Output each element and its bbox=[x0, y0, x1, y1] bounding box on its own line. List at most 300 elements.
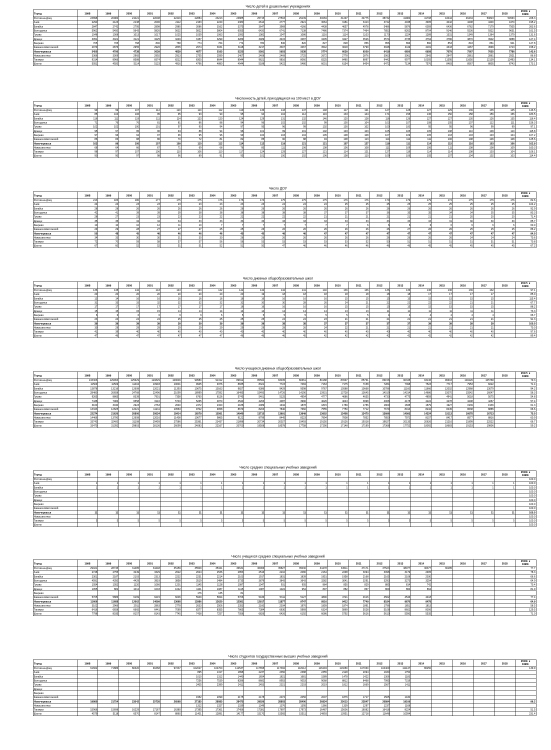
table-cell: 3843 bbox=[279, 579, 286, 583]
table-cell: 6570 bbox=[133, 712, 139, 716]
row-label-city: Волгодонск bbox=[33, 490, 48, 494]
table-cell: 19860 bbox=[90, 700, 98, 704]
table-cell: 100.0 bbox=[529, 523, 536, 527]
table-cell: 2536 bbox=[216, 571, 223, 575]
table-cell: 17 bbox=[490, 293, 494, 297]
table-cell: 7555 bbox=[321, 408, 327, 412]
table-cell: 120829 bbox=[151, 379, 160, 383]
table-cell: 108 bbox=[364, 146, 369, 150]
table-row bbox=[34, 212, 536, 215]
table-cell: 38 bbox=[261, 211, 265, 215]
row-label-city: Новошахтинск bbox=[33, 604, 51, 608]
table-cell: 5125 bbox=[279, 395, 286, 399]
row-label-city: Батайск bbox=[33, 117, 44, 121]
column-header-year: 2017 bbox=[480, 662, 487, 666]
table-cell: 1 bbox=[304, 482, 306, 486]
table-cell: 21 bbox=[428, 326, 432, 330]
column-header-year: 2013 bbox=[397, 194, 404, 198]
table-cell: 109 bbox=[406, 146, 411, 150]
table-cell: 66.6 bbox=[530, 408, 536, 412]
table-cell: 158.2 bbox=[529, 46, 536, 50]
table-cell: 116 bbox=[322, 113, 327, 117]
table-cell: 7158 bbox=[362, 383, 369, 387]
table-cell: 86 bbox=[157, 138, 160, 142]
table-cell: 67 bbox=[157, 146, 160, 150]
column-header-year: 2016 bbox=[460, 12, 466, 16]
table-cell: 38 bbox=[240, 211, 244, 215]
table-cell: 780 bbox=[260, 41, 265, 45]
table-cell: 4 bbox=[387, 313, 390, 317]
table-cell: 28 bbox=[94, 207, 98, 211]
table-cell: 9598 bbox=[300, 387, 306, 391]
table-cell: 37 bbox=[386, 322, 390, 326]
table-cell: 15 bbox=[386, 297, 390, 301]
table-cell: 20034 bbox=[152, 412, 160, 416]
table-cell: 12021 bbox=[132, 408, 139, 412]
table-cell: 135 bbox=[489, 109, 494, 113]
table-cell: 3098 bbox=[383, 571, 390, 575]
table-cell: 22 bbox=[428, 301, 432, 305]
table-cell: 15 bbox=[407, 297, 411, 301]
table-cell: 17 bbox=[219, 305, 223, 309]
column-header-year: 2005 bbox=[230, 104, 237, 108]
table-cell: 15 bbox=[490, 305, 494, 309]
table-cell: 14 bbox=[240, 309, 244, 313]
table-cell: 1 bbox=[158, 482, 160, 486]
table-cell: 17592 bbox=[215, 391, 223, 395]
table-cell: 89 bbox=[198, 154, 202, 158]
table-row bbox=[34, 671, 411, 674]
table-cell: 1331 bbox=[446, 33, 452, 37]
table-cell: 18 bbox=[323, 293, 327, 297]
column-header-year: 2005 bbox=[230, 12, 237, 16]
table-cell: 51 bbox=[470, 240, 473, 244]
table-cell: 6039 bbox=[342, 50, 348, 54]
table-cell: 4267 bbox=[488, 399, 494, 403]
table-cell: 2453 bbox=[258, 683, 265, 687]
table-cell: 5 bbox=[283, 313, 286, 317]
table-cell: 11 bbox=[94, 511, 98, 515]
table-cell: 100.0 bbox=[529, 511, 536, 515]
table-cell: 11404 bbox=[132, 383, 139, 387]
table-cell: 15565 bbox=[278, 712, 286, 716]
table-cell: 3021 bbox=[112, 37, 119, 41]
table-cell: 26 bbox=[261, 236, 265, 240]
table-cell: 11 bbox=[407, 309, 411, 313]
table-cell: 2516 bbox=[258, 571, 265, 575]
table-cell: 12062 bbox=[132, 600, 139, 604]
table-cell: 1063 bbox=[216, 33, 223, 37]
table-cell: 136 bbox=[93, 289, 98, 293]
table-cell: 905 bbox=[301, 583, 306, 587]
table-cell: 67.7 bbox=[530, 301, 536, 305]
table-cell: 39 bbox=[449, 322, 452, 326]
table-cell: 26658 bbox=[111, 391, 119, 395]
table-cell: 136 bbox=[385, 289, 390, 293]
table-cell: 2778 bbox=[342, 54, 348, 58]
table-cell: 2640 bbox=[175, 403, 181, 407]
table-cell: 142 bbox=[280, 289, 286, 293]
table-cell: 9702 bbox=[196, 408, 202, 412]
table-cell: 35 bbox=[428, 211, 432, 215]
table-cell: 1815 bbox=[321, 403, 327, 407]
column-header-year: 2018 bbox=[501, 662, 508, 666]
table-cell: 901 bbox=[510, 41, 515, 45]
table-cell: 26568 bbox=[173, 700, 181, 704]
table-cell: 39 bbox=[490, 322, 494, 326]
table-cell: 5643 bbox=[133, 29, 139, 33]
table-cell: 20135 bbox=[403, 420, 411, 424]
row-label-city: Новошахтинск bbox=[33, 54, 51, 58]
column-header-year: 2013 bbox=[397, 473, 404, 477]
table-cell: 3735 bbox=[237, 579, 244, 583]
table-cell: 21216 bbox=[444, 420, 452, 424]
table-cell: 1047 bbox=[258, 583, 265, 587]
table-cell: 9265 bbox=[91, 395, 98, 399]
table-cell: 21021 bbox=[132, 17, 139, 21]
column-header-year: 2017 bbox=[480, 374, 487, 378]
table-cell: 2835 bbox=[175, 46, 181, 50]
table-cell: 80661 bbox=[298, 379, 306, 383]
column-header-year: 2008 bbox=[293, 104, 299, 108]
table-cell: 5826 bbox=[154, 29, 160, 33]
table-cell: 36066 bbox=[257, 567, 265, 571]
table-cell: 7438 bbox=[91, 399, 98, 403]
table-cell: 15493 bbox=[257, 391, 265, 395]
table-cell: 110 bbox=[468, 129, 473, 133]
table-row bbox=[34, 42, 536, 45]
table-cell: 115.8 bbox=[529, 129, 536, 133]
table-cell: 40 bbox=[365, 330, 369, 334]
table-cell: 97 bbox=[177, 125, 181, 129]
table-cell: 35159 bbox=[173, 567, 181, 571]
table-cell: 47 bbox=[219, 334, 223, 338]
table-cell: 864 bbox=[426, 587, 432, 591]
table-cell: 34511 bbox=[340, 567, 348, 571]
table-cell: 1927 bbox=[446, 403, 452, 407]
table-cell: 17 bbox=[94, 305, 98, 309]
table-cell: 21 bbox=[407, 326, 411, 330]
table-cell: 102 bbox=[280, 121, 286, 125]
table-cell: 89812 bbox=[236, 379, 244, 383]
table-cell: 70 bbox=[115, 240, 119, 244]
table-cell: 26 bbox=[136, 207, 139, 211]
table-cell: 5953 bbox=[279, 50, 286, 54]
table-cell: 8799 bbox=[258, 416, 265, 420]
column-header-year: 2015 bbox=[439, 194, 446, 198]
table-cell: 15 bbox=[428, 297, 432, 301]
table-cell: 6 bbox=[137, 313, 139, 317]
table-cell: 5610 bbox=[383, 612, 390, 616]
table-cell: 867 bbox=[364, 587, 369, 591]
table-cell: 2007 bbox=[321, 696, 327, 700]
table-cell: 1 bbox=[429, 482, 432, 486]
table-cell: 8480 bbox=[342, 58, 348, 62]
table-cell: 26 bbox=[303, 326, 306, 330]
table-cell: 175 bbox=[301, 199, 306, 203]
table-cell: 1 bbox=[262, 482, 265, 486]
table-cell: 13780 bbox=[111, 416, 119, 420]
table-cell: 21 bbox=[386, 215, 390, 219]
column-header-city: Город bbox=[34, 104, 42, 108]
table-cell: 5962 bbox=[91, 29, 98, 33]
table-cell: 2633 bbox=[196, 604, 202, 608]
table-row bbox=[34, 326, 536, 329]
table-cell: 2763 bbox=[154, 403, 160, 407]
table-cell: 94 bbox=[219, 129, 223, 133]
table-row bbox=[34, 408, 536, 411]
table-cell: 1087 bbox=[237, 583, 244, 587]
table-cell: 180 bbox=[134, 199, 139, 203]
row-label-city: Новочеркасск bbox=[33, 700, 52, 704]
table-cell: 1170 bbox=[383, 33, 390, 37]
table-cell: 7464 bbox=[362, 29, 369, 33]
column-header-year: 2017 bbox=[480, 562, 487, 566]
column-header-city: Город bbox=[34, 194, 42, 198]
table-cell: 25 bbox=[365, 203, 369, 207]
table-cell: 60.0 bbox=[530, 223, 536, 227]
table-cell: 28803 bbox=[278, 700, 286, 704]
table-cell: 7798 bbox=[91, 612, 98, 616]
table-cell: 33 bbox=[303, 219, 306, 223]
table-cell: 37171 bbox=[361, 567, 369, 571]
table-cell: 3799 bbox=[362, 46, 369, 50]
table-cell: 38 bbox=[282, 211, 286, 215]
table-cell: 8377 bbox=[196, 608, 202, 612]
table-cell: 3742 bbox=[383, 21, 390, 25]
table-cell: 4721 bbox=[342, 596, 348, 600]
table-cell: 5590 bbox=[404, 612, 411, 616]
table-cell: 1103 bbox=[363, 33, 369, 37]
table-cell: 14 bbox=[115, 297, 119, 301]
table-cell: 28400 bbox=[298, 700, 306, 704]
table-cell: 9058 bbox=[216, 408, 223, 412]
table-cell: 110 bbox=[364, 154, 369, 158]
table-cell: 33 bbox=[323, 219, 327, 223]
table-cell: 6055 bbox=[237, 29, 244, 33]
table-cell: 1168 bbox=[404, 704, 411, 708]
table-cell: 4790 bbox=[112, 50, 119, 54]
table-cell: 18092 bbox=[424, 424, 432, 428]
table-cell: 853 bbox=[447, 41, 452, 45]
table-cell: 176 bbox=[510, 199, 515, 203]
table-cell: 1681 bbox=[300, 675, 306, 679]
table-cell: 705 bbox=[113, 41, 119, 45]
table-cell: 11 bbox=[178, 511, 181, 515]
table-cell: 8184 bbox=[383, 600, 390, 604]
table-cell: 850 bbox=[343, 583, 348, 587]
table-cell: 4890 bbox=[321, 596, 327, 600]
table-cell: 51 bbox=[511, 240, 515, 244]
table-cell: 5 bbox=[304, 519, 306, 523]
table-cell: 4087 bbox=[279, 399, 286, 403]
table-cell: 21 bbox=[449, 215, 452, 219]
table-cell: 100 bbox=[260, 133, 265, 137]
table-cell: 54.8 bbox=[530, 395, 536, 399]
table-cell: 8157 bbox=[133, 612, 139, 616]
table-cell: 1 bbox=[95, 482, 98, 486]
table-cell: 1 bbox=[346, 486, 348, 490]
table-row bbox=[34, 613, 536, 616]
table-cell: 96 bbox=[470, 125, 473, 129]
row-label-city: Ростов-на-Дону bbox=[33, 109, 53, 113]
table-cell: 742 bbox=[426, 583, 432, 587]
table-cell: 27185 bbox=[194, 700, 202, 704]
table-cell: 10163 bbox=[215, 387, 223, 391]
table-cell: 6426 bbox=[279, 612, 286, 616]
table-cell: 37 bbox=[344, 211, 348, 215]
table-cell: 5792 bbox=[342, 612, 348, 616]
table-cell: 57 bbox=[177, 240, 181, 244]
table-cell: 88 bbox=[198, 129, 202, 133]
row-label-city: Таганрог bbox=[33, 519, 44, 523]
table-cell: 24 bbox=[323, 326, 327, 330]
column-header-year: 2012 bbox=[376, 374, 383, 378]
table-cell: 4978 bbox=[362, 25, 369, 29]
table-cell: 6006 bbox=[175, 596, 181, 600]
column-header-year: 2009 bbox=[314, 473, 320, 477]
table-cell: 820 bbox=[301, 41, 306, 45]
table-cell: 91 bbox=[219, 154, 223, 158]
table-cell: 120 bbox=[343, 117, 348, 121]
table-cell: 26 bbox=[303, 236, 306, 240]
table-cell: 1366 bbox=[321, 704, 327, 708]
table-cell: 4738 bbox=[133, 50, 139, 54]
table-cell: 22274 bbox=[90, 412, 98, 416]
table-cell: 45 bbox=[470, 244, 473, 248]
column-header-year: 2004 bbox=[209, 194, 216, 198]
table-cell: 25 bbox=[470, 203, 473, 207]
table-cell: 111 bbox=[281, 146, 286, 150]
table-cell: 111 bbox=[406, 142, 411, 146]
table-cell: 101 bbox=[155, 125, 160, 129]
table-cell: 6 bbox=[221, 313, 223, 317]
table-cell: 114.4 bbox=[529, 154, 536, 158]
table-cell: 4042 bbox=[446, 21, 452, 25]
table-row bbox=[34, 704, 411, 707]
table-row bbox=[34, 306, 536, 309]
table-cell: 105 bbox=[426, 129, 432, 133]
column-header-year: 2013 bbox=[397, 104, 404, 108]
table-cell: 1430 bbox=[404, 696, 411, 700]
table-cell: 92.9 bbox=[530, 207, 536, 211]
table-cell: 1048 bbox=[91, 33, 98, 37]
column-header-year: 2015 bbox=[439, 104, 446, 108]
table-cell: 1567 bbox=[383, 683, 390, 687]
table-cell: 116 bbox=[468, 142, 473, 146]
table-cell: 931 bbox=[280, 583, 286, 587]
table-row bbox=[34, 314, 536, 317]
table-cell: 26 bbox=[323, 207, 327, 211]
table-cell: 2320 bbox=[216, 403, 223, 407]
table-cell: 8417 bbox=[446, 416, 452, 420]
table-cell: 95 bbox=[240, 154, 244, 158]
table-cell: 40 bbox=[282, 330, 286, 334]
table-cell: 59 bbox=[136, 240, 139, 244]
table-cell: 22 bbox=[407, 301, 411, 305]
column-header-year: 2012 bbox=[376, 473, 383, 477]
table-cell: 3061 bbox=[404, 54, 411, 58]
table-cell: 8644 bbox=[216, 58, 223, 62]
table-row bbox=[34, 297, 536, 300]
table-cell: 3009 bbox=[112, 54, 119, 58]
table-cell: 4579 bbox=[91, 712, 98, 716]
row-label-city: Гуково bbox=[33, 215, 42, 219]
table-cell: 2210 bbox=[279, 571, 286, 575]
table-cell: 70.8 bbox=[530, 240, 536, 244]
table-cell: 13649 bbox=[298, 412, 306, 416]
table-cell: 114 bbox=[447, 150, 452, 154]
table-cell: 26 bbox=[344, 228, 348, 232]
table-cell: 827 bbox=[322, 41, 327, 45]
table-cell: 82.6 bbox=[530, 199, 536, 203]
table-cell: 1101 bbox=[196, 587, 202, 591]
table-cell: 81 bbox=[240, 591, 244, 595]
table-cell: 4591 bbox=[91, 579, 98, 583]
table-cell: 64 bbox=[115, 146, 119, 150]
table-cell: 4775 bbox=[404, 395, 411, 399]
table-cell: 106 bbox=[155, 150, 160, 154]
table-cell: 6 bbox=[158, 313, 160, 317]
table-cell: 111 bbox=[510, 121, 515, 125]
table-cell: 2237 bbox=[258, 671, 265, 675]
column-header-year: 2008 bbox=[293, 662, 299, 666]
column-header-year: 2011 bbox=[355, 662, 362, 666]
column-header-year: 2001 bbox=[147, 562, 153, 566]
table-cell: 22008 bbox=[152, 17, 160, 21]
table-cell: 8222 bbox=[488, 383, 494, 387]
table-cell: 1878 bbox=[300, 403, 306, 407]
table-cell: 23 bbox=[219, 203, 223, 207]
table-cell: 112 bbox=[155, 109, 160, 113]
table-cell: 2863 bbox=[154, 604, 160, 608]
table-cell: 5969 bbox=[300, 608, 306, 612]
table-cell: 7 bbox=[304, 223, 306, 227]
table-cell: 5 bbox=[137, 519, 139, 523]
table-cell: 11160 bbox=[403, 387, 411, 391]
table-cell: 68 bbox=[94, 146, 98, 150]
table-cell: 101 bbox=[301, 129, 306, 133]
column-header-year: 2010 bbox=[334, 374, 341, 378]
table-cell: 35030 bbox=[298, 567, 306, 571]
table-cell: 3162 bbox=[216, 25, 223, 29]
table-cell: 29 bbox=[115, 326, 119, 330]
table-cell: 106 bbox=[447, 138, 452, 142]
table-cell: 26834 bbox=[319, 700, 327, 704]
column-header-year: 2006 bbox=[251, 562, 258, 566]
table-cell: 30 bbox=[157, 236, 160, 240]
table-cell: 2214 bbox=[216, 575, 223, 579]
table-cell: 40 bbox=[177, 330, 181, 334]
table-cell: 11 bbox=[365, 511, 369, 515]
column-header-year: 2002 bbox=[167, 104, 174, 108]
table-cell: 20 bbox=[511, 215, 515, 219]
table-cell: 1952 bbox=[196, 696, 202, 700]
table-cell: 213 bbox=[93, 199, 98, 203]
table-cell: 102 bbox=[113, 125, 119, 129]
table-row bbox=[34, 241, 536, 244]
table-cell: 5 bbox=[200, 519, 202, 523]
table-cell: 42 bbox=[490, 334, 494, 338]
table-cell: 2974 bbox=[196, 46, 202, 50]
table-cell: 76 bbox=[136, 121, 139, 125]
table-cell: 39 bbox=[136, 322, 139, 326]
row-label-city: Донецк bbox=[33, 129, 43, 133]
table-cell: 5949 bbox=[196, 596, 202, 600]
table-cell: 18 bbox=[386, 293, 390, 297]
table-cell: 107 bbox=[468, 121, 473, 125]
table-cell: 18 bbox=[282, 293, 286, 297]
